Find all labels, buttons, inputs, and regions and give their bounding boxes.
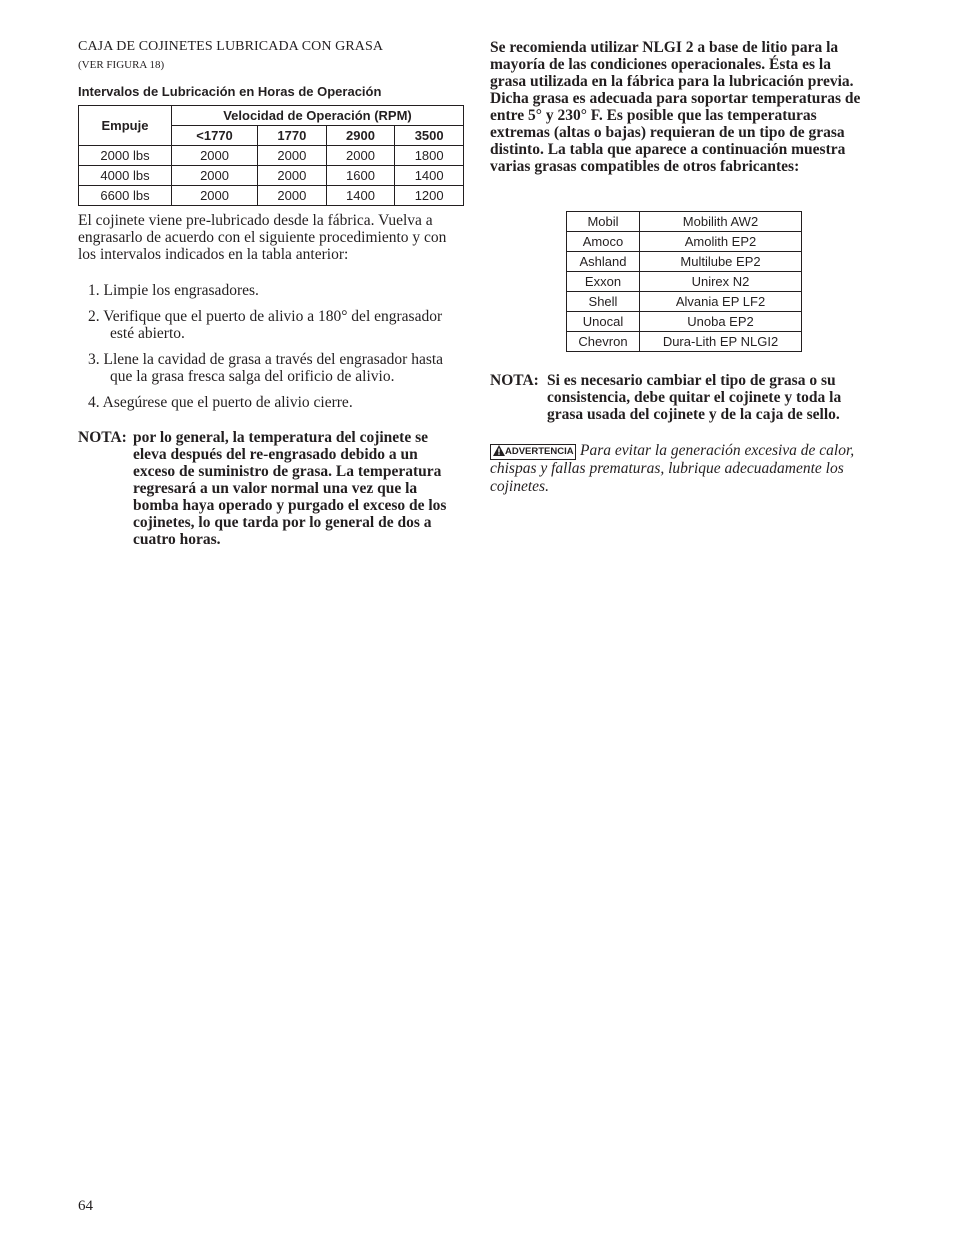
thrust-cell: 2000 lbs [79,146,172,166]
table-row [79,186,464,206]
warning-block [490,442,880,496]
speed-col: <1770 [172,126,258,146]
product-cell: Mobilith AW2 [640,212,802,232]
table-row [567,252,802,272]
warning-badge [490,444,576,460]
product-cell: Dura-Lith EP NLGI2 [640,332,802,352]
interval-table-caption: Intervalos de Lubricación en Horas de Operación [78,84,382,99]
brand-cell: Exxon [567,272,640,292]
warning-badge-label: ADVERTENCIA [505,446,574,457]
interval-cell: 2000 [258,146,327,166]
brand-cell: Unocal [567,312,640,332]
warning-text: Para evitar la generación excesiva de calor, chispas y fallas prematuras, lubrique adecuadamente los cojinetes. [490,442,855,495]
product-cell: Alvania EP LF2 [640,292,802,312]
note-text: por lo general, la temperatura del cojinete se eleva después del re-engrasado debido a un exceso de suministro de grasa. La temperatura regresará a un valor normal una vez que la bomba haya operado y purgado el exceso de los cojinetes, lo que tarda por lo general de dos a cuatro horas. [133,429,447,548]
brand-cell: Shell [567,292,640,312]
brand-cell: Ashland [567,252,640,272]
product-cell: Unirex N2 [640,272,802,292]
speed-col: 1770 [258,126,327,146]
table-row [567,232,802,252]
thrust-header: Empuje [79,106,172,146]
product-cell: Multilube EP2 [640,252,802,272]
list-item: 3. Llene la cavidad de grasa a través del engrasador hasta que la grasa fresca salga del orificio de alivio. [88,351,444,385]
interval-cell: 2000 [172,166,258,186]
thrust-cell: 4000 lbs [79,166,172,186]
table-row [79,146,464,166]
interval-cell: 1800 [395,146,464,166]
list-item: 2. Verifique que el puerto de alivio a 180° del engrasador esté abierto. [88,308,443,342]
table-row [567,312,802,332]
note-text: Si es necesario cambiar el tipo de grasa o su consistencia, debe quitar el cojinete y toda la grasa usada del cojinete y de la caja de sello. [547,372,842,423]
brand-cell: Amoco [567,232,640,252]
speed-col: 3500 [395,126,464,146]
table-row [79,166,464,186]
brand-cell: Chevron [567,332,640,352]
lubrication-interval-table [78,105,464,206]
product-cell: Unoba EP2 [640,312,802,332]
procedure-steps [88,282,464,420]
list-item: 4. Asegúrese que el puerto de alivio cierre. [88,394,353,411]
list-item: 1. Limpie los engrasadores. [88,282,259,299]
warning-triangle-icon [493,445,505,456]
table-row [567,272,802,292]
interval-cell: 2000 [172,146,258,166]
speed-header: Velocidad de Operación (RPM) [172,106,464,126]
interval-cell: 1600 [326,166,395,186]
interval-cell: 1400 [326,186,395,206]
interval-cell: 1200 [395,186,464,206]
thrust-cell: 6600 lbs [79,186,172,206]
note-label: NOTA: [490,372,539,389]
table-row [567,332,802,352]
grease-recommendation-paragraph: Se recomienda utilizar NLGI 2 a base de litio para la mayoría de las condiciones operacionales. Ésta es la grasa utilizada en la fábrica para la lubricación previa. Dicha grasa es adecuada para soportar temperaturas de entre 5° y 230° F. Es posible que las temperaturas extremas (altas o bajas) requieran de un tipo de grasa distinto. La tabla que aparece a continuación muestra varias grasas compatibles de otros fabricantes: [490,39,861,175]
product-cell: Amolith EP2 [640,232,802,252]
section-subtitle: (VER FIGURA 18) [78,59,165,71]
interval-cell: 2000 [172,186,258,206]
intro-paragraph: El cojinete viene pre-lubricado desde la fábrica. Vuelva a engrasarlo de acuerdo con el siguiente procedimiento y con los intervalos indicados en la tabla anterior: [78,212,447,263]
speed-col: 2900 [326,126,395,146]
section-title: CAJA DE COJINETES LUBRICADA CON GRASA [78,39,384,54]
table-row [567,292,802,312]
note-label: NOTA: [78,429,127,446]
interval-cell: 2000 [258,166,327,186]
page-number: 64 [78,1198,93,1214]
interval-cell: 1400 [395,166,464,186]
compatible-grease-table [566,211,802,352]
brand-cell: Mobil [567,212,640,232]
interval-cell: 2000 [258,186,327,206]
table-row [567,212,802,232]
interval-cell: 2000 [326,146,395,166]
